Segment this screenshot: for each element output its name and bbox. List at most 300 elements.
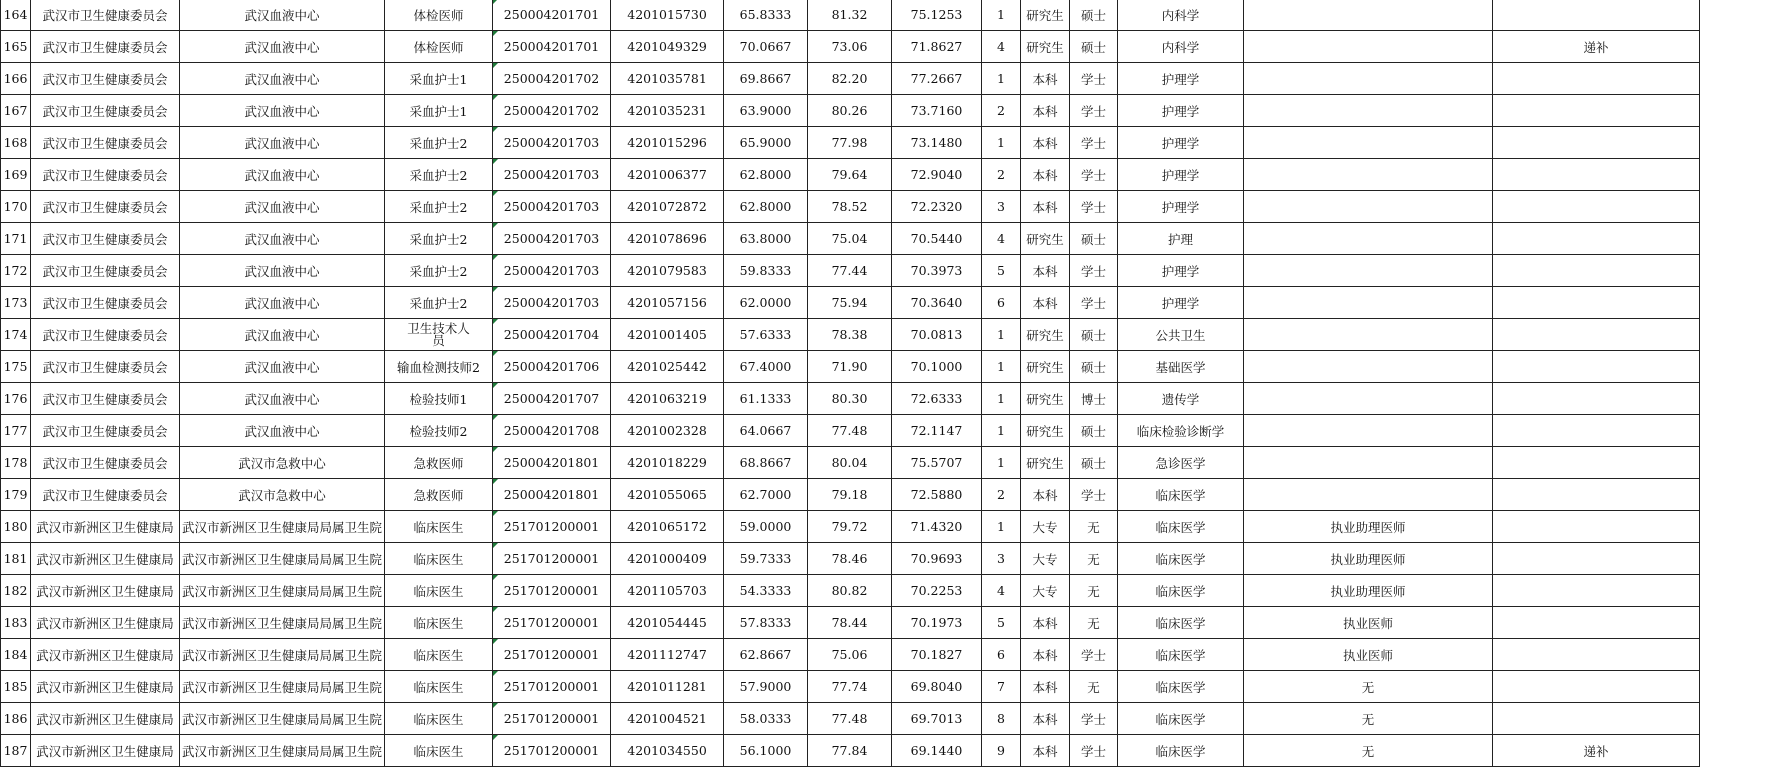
position-cell: 采血护士1 <box>385 95 493 127</box>
department-cell: 武汉市卫生健康委员会 <box>31 319 180 351</box>
major-cell: 护理学 <box>1118 287 1244 319</box>
total-score-cell: 70.9693 <box>892 543 982 575</box>
exam-number-cell: 4201105703 <box>611 575 724 607</box>
exam-number-cell: 4201112747 <box>611 639 724 671</box>
total-score-cell: 70.3640 <box>892 287 982 319</box>
rank-cell: 1 <box>982 447 1021 479</box>
total-score-cell: 70.5440 <box>892 223 982 255</box>
major-cell: 护理学 <box>1118 127 1244 159</box>
education-cell: 本科 <box>1021 479 1070 511</box>
table-row <box>1 383 1700 415</box>
table-row <box>1 191 1700 223</box>
employer-unit-cell: 武汉血液中心 <box>180 191 385 223</box>
major-cell: 急诊医学 <box>1118 447 1244 479</box>
major-cell: 护理学 <box>1118 159 1244 191</box>
position-code-cell: 250004201703 <box>493 223 611 255</box>
exam-number-cell: 4201018229 <box>611 447 724 479</box>
rank-cell: 2 <box>982 95 1021 127</box>
total-score-cell: 75.1253 <box>892 0 982 31</box>
department-cell: 武汉市新洲区卫生健康局 <box>31 511 180 543</box>
rank-cell: 9 <box>982 735 1021 767</box>
degree-cell: 学士 <box>1070 735 1118 767</box>
exam-number-cell: 4201015730 <box>611 0 724 31</box>
degree-cell: 硕士 <box>1070 0 1118 31</box>
table-row <box>1 703 1700 735</box>
row-number-cell: 177 <box>1 415 31 447</box>
interview-score-cell: 71.90 <box>808 351 892 383</box>
employer-unit-cell: 武汉市新洲区卫生健康局局属卫生院 <box>180 511 385 543</box>
written-score-cell: 64.0667 <box>724 415 808 447</box>
rank-cell: 5 <box>982 255 1021 287</box>
department-cell: 武汉市卫生健康委员会 <box>31 383 180 415</box>
exam-number-cell: 4201078696 <box>611 223 724 255</box>
table-row <box>1 479 1700 511</box>
rank-cell: 6 <box>982 287 1021 319</box>
degree-cell: 无 <box>1070 671 1118 703</box>
interview-score-cell: 75.06 <box>808 639 892 671</box>
employer-unit-cell: 武汉血液中心 <box>180 383 385 415</box>
interview-score-cell: 80.04 <box>808 447 892 479</box>
rank-cell: 1 <box>982 511 1021 543</box>
degree-cell: 无 <box>1070 543 1118 575</box>
table-row <box>1 223 1700 255</box>
employer-unit-cell: 武汉血液中心 <box>180 319 385 351</box>
position-cell: 体检医师 <box>385 0 493 31</box>
position-cell: 临床医生 <box>385 543 493 575</box>
row-number-cell: 168 <box>1 127 31 159</box>
major-cell: 护理 <box>1118 223 1244 255</box>
total-score-cell: 72.1147 <box>892 415 982 447</box>
education-cell: 研究生 <box>1021 31 1070 63</box>
remark-cell <box>1493 607 1700 639</box>
interview-score-cell: 78.38 <box>808 319 892 351</box>
interview-score-cell: 78.46 <box>808 543 892 575</box>
total-score-cell: 70.3973 <box>892 255 982 287</box>
degree-cell: 学士 <box>1070 127 1118 159</box>
education-cell: 大专 <box>1021 575 1070 607</box>
position-cell: 采血护士2 <box>385 287 493 319</box>
position-cell: 体检医师 <box>385 31 493 63</box>
interview-score-cell: 80.30 <box>808 383 892 415</box>
position-cell: 采血护士2 <box>385 159 493 191</box>
total-score-cell: 71.4320 <box>892 511 982 543</box>
exam-number-cell: 4201006377 <box>611 159 724 191</box>
total-score-cell: 69.8040 <box>892 671 982 703</box>
remark-cell <box>1493 639 1700 671</box>
certificate-cell: 无 <box>1244 735 1493 767</box>
department-cell: 武汉市新洲区卫生健康局 <box>31 671 180 703</box>
exam-number-cell: 4201002328 <box>611 415 724 447</box>
table-row <box>1 511 1700 543</box>
table-row <box>1 287 1700 319</box>
interview-score-cell: 78.52 <box>808 191 892 223</box>
row-number-cell: 178 <box>1 447 31 479</box>
position-cell: 检验技师2 <box>385 415 493 447</box>
written-score-cell: 62.8667 <box>724 639 808 671</box>
remark-cell: 递补 <box>1493 735 1700 767</box>
table-row <box>1 447 1700 479</box>
degree-cell: 学士 <box>1070 95 1118 127</box>
position-code-cell: 251701200001 <box>493 735 611 767</box>
row-number-cell: 175 <box>1 351 31 383</box>
written-score-cell: 69.8667 <box>724 63 808 95</box>
degree-cell: 学士 <box>1070 287 1118 319</box>
degree-cell: 硕士 <box>1070 31 1118 63</box>
rank-cell: 4 <box>982 575 1021 607</box>
table-row <box>1 351 1700 383</box>
certificate-cell: 执业助理医师 <box>1244 575 1493 607</box>
degree-cell: 学士 <box>1070 191 1118 223</box>
total-score-cell: 70.1827 <box>892 639 982 671</box>
remark-cell <box>1493 319 1700 351</box>
row-number-cell: 183 <box>1 607 31 639</box>
written-score-cell: 62.8000 <box>724 191 808 223</box>
total-score-cell: 72.9040 <box>892 159 982 191</box>
remark-cell <box>1493 383 1700 415</box>
position-code-cell: 251701200001 <box>493 703 611 735</box>
remark-cell <box>1493 415 1700 447</box>
department-cell: 武汉市卫生健康委员会 <box>31 479 180 511</box>
written-score-cell: 57.6333 <box>724 319 808 351</box>
written-score-cell: 65.8333 <box>724 0 808 31</box>
written-score-cell: 62.0000 <box>724 287 808 319</box>
degree-cell: 硕士 <box>1070 319 1118 351</box>
education-cell: 本科 <box>1021 63 1070 95</box>
rank-cell: 1 <box>982 0 1021 31</box>
department-cell: 武汉市卫生健康委员会 <box>31 127 180 159</box>
department-cell: 武汉市卫生健康委员会 <box>31 31 180 63</box>
total-score-cell: 70.0813 <box>892 319 982 351</box>
row-number-cell: 164 <box>1 0 31 31</box>
education-cell: 本科 <box>1021 191 1070 223</box>
position-code-cell: 250004201701 <box>493 31 611 63</box>
major-cell: 临床检验诊断学 <box>1118 415 1244 447</box>
degree-cell: 硕士 <box>1070 415 1118 447</box>
position-cell: 检验技师1 <box>385 383 493 415</box>
remark-cell <box>1493 95 1700 127</box>
position-cell: 输血检测技师2 <box>385 351 493 383</box>
exam-number-cell: 4201057156 <box>611 287 724 319</box>
row-number-cell: 187 <box>1 735 31 767</box>
department-cell: 武汉市卫生健康委员会 <box>31 415 180 447</box>
table-row <box>1 63 1700 95</box>
position-cell: 采血护士2 <box>385 191 493 223</box>
education-cell: 研究生 <box>1021 223 1070 255</box>
rank-cell: 1 <box>982 383 1021 415</box>
exam-number-cell: 4201011281 <box>611 671 724 703</box>
employer-unit-cell: 武汉血液中心 <box>180 95 385 127</box>
degree-cell: 学士 <box>1070 639 1118 671</box>
total-score-cell: 70.2253 <box>892 575 982 607</box>
position-code-cell: 250004201703 <box>493 191 611 223</box>
table-row <box>1 159 1700 191</box>
certificate-cell <box>1244 255 1493 287</box>
certificate-cell <box>1244 31 1493 63</box>
employer-unit-cell: 武汉市新洲区卫生健康局局属卫生院 <box>180 735 385 767</box>
department-cell: 武汉市卫生健康委员会 <box>31 95 180 127</box>
degree-cell: 学士 <box>1070 255 1118 287</box>
major-cell: 内科学 <box>1118 31 1244 63</box>
department-cell: 武汉市新洲区卫生健康局 <box>31 607 180 639</box>
row-number-cell: 180 <box>1 511 31 543</box>
education-cell: 研究生 <box>1021 383 1070 415</box>
position-cell: 采血护士2 <box>385 223 493 255</box>
position-cell: 采血护士2 <box>385 127 493 159</box>
position-code-cell: 250004201708 <box>493 415 611 447</box>
remark-cell <box>1493 671 1700 703</box>
education-cell: 研究生 <box>1021 415 1070 447</box>
rank-cell: 5 <box>982 607 1021 639</box>
department-cell: 武汉市卫生健康委员会 <box>31 191 180 223</box>
remark-cell: 递补 <box>1493 31 1700 63</box>
major-cell: 临床医学 <box>1118 639 1244 671</box>
interview-score-cell: 77.44 <box>808 255 892 287</box>
written-score-cell: 56.1000 <box>724 735 808 767</box>
department-cell: 武汉市卫生健康委员会 <box>31 255 180 287</box>
education-cell: 研究生 <box>1021 319 1070 351</box>
rank-cell: 1 <box>982 127 1021 159</box>
table-row <box>1 639 1700 671</box>
department-cell: 武汉市卫生健康委员会 <box>31 0 180 31</box>
position-code-cell: 250004201704 <box>493 319 611 351</box>
row-number-cell: 170 <box>1 191 31 223</box>
written-score-cell: 59.0000 <box>724 511 808 543</box>
employer-unit-cell: 武汉市新洲区卫生健康局局属卫生院 <box>180 703 385 735</box>
remark-cell <box>1493 479 1700 511</box>
certificate-cell <box>1244 0 1493 31</box>
table-row <box>1 31 1700 63</box>
certificate-cell <box>1244 479 1493 511</box>
interview-score-cell: 77.48 <box>808 703 892 735</box>
employer-unit-cell: 武汉血液中心 <box>180 0 385 31</box>
degree-cell: 博士 <box>1070 383 1118 415</box>
major-cell: 临床医学 <box>1118 511 1244 543</box>
rank-cell: 1 <box>982 351 1021 383</box>
written-score-cell: 67.4000 <box>724 351 808 383</box>
total-score-cell: 71.8627 <box>892 31 982 63</box>
degree-cell: 无 <box>1070 575 1118 607</box>
position-cell: 采血护士2 <box>385 255 493 287</box>
row-number-cell: 166 <box>1 63 31 95</box>
employer-unit-cell: 武汉市新洲区卫生健康局局属卫生院 <box>180 607 385 639</box>
interview-score-cell: 82.20 <box>808 63 892 95</box>
row-number-cell: 167 <box>1 95 31 127</box>
exam-number-cell: 4201000409 <box>611 543 724 575</box>
written-score-cell: 58.0333 <box>724 703 808 735</box>
certificate-cell <box>1244 223 1493 255</box>
rank-cell: 6 <box>982 639 1021 671</box>
exam-number-cell: 4201034550 <box>611 735 724 767</box>
exam-number-cell: 4201063219 <box>611 383 724 415</box>
remark-cell <box>1493 447 1700 479</box>
total-score-cell: 72.5880 <box>892 479 982 511</box>
exam-number-cell: 4201072872 <box>611 191 724 223</box>
interview-score-cell: 80.82 <box>808 575 892 607</box>
degree-cell: 学士 <box>1070 63 1118 95</box>
exam-number-cell: 4201001405 <box>611 319 724 351</box>
department-cell: 武汉市新洲区卫生健康局 <box>31 575 180 607</box>
exam-number-cell: 4201054445 <box>611 607 724 639</box>
employer-unit-cell: 武汉血液中心 <box>180 127 385 159</box>
education-cell: 研究生 <box>1021 447 1070 479</box>
degree-cell: 无 <box>1070 607 1118 639</box>
table-row <box>1 95 1700 127</box>
department-cell: 武汉市新洲区卫生健康局 <box>31 703 180 735</box>
position-code-cell: 251701200001 <box>493 639 611 671</box>
position-cell: 临床医生 <box>385 607 493 639</box>
exam-number-cell: 4201079583 <box>611 255 724 287</box>
remark-cell <box>1493 191 1700 223</box>
rank-cell: 2 <box>982 479 1021 511</box>
interview-score-cell: 73.06 <box>808 31 892 63</box>
table-row <box>1 255 1700 287</box>
major-cell: 公共卫生 <box>1118 319 1244 351</box>
position-code-cell: 251701200001 <box>493 543 611 575</box>
certificate-cell <box>1244 351 1493 383</box>
exam-number-cell: 4201004521 <box>611 703 724 735</box>
education-cell: 研究生 <box>1021 0 1070 31</box>
row-number-cell: 174 <box>1 319 31 351</box>
interview-score-cell: 77.98 <box>808 127 892 159</box>
position-cell: 卫生技术人员 <box>385 319 493 351</box>
major-cell: 临床医学 <box>1118 703 1244 735</box>
total-score-cell: 77.2667 <box>892 63 982 95</box>
written-score-cell: 57.9000 <box>724 671 808 703</box>
position-code-cell: 251701200001 <box>493 671 611 703</box>
position-cell: 临床医生 <box>385 671 493 703</box>
department-cell: 武汉市新洲区卫生健康局 <box>31 735 180 767</box>
major-cell: 临床医学 <box>1118 607 1244 639</box>
degree-cell: 硕士 <box>1070 351 1118 383</box>
written-score-cell: 59.8333 <box>724 255 808 287</box>
table-row <box>1 671 1700 703</box>
total-score-cell: 73.7160 <box>892 95 982 127</box>
position-code-cell: 250004201702 <box>493 95 611 127</box>
rank-cell: 3 <box>982 191 1021 223</box>
department-cell: 武汉市卫生健康委员会 <box>31 63 180 95</box>
certificate-cell <box>1244 63 1493 95</box>
exam-number-cell: 4201035231 <box>611 95 724 127</box>
written-score-cell: 63.8000 <box>724 223 808 255</box>
written-score-cell: 57.8333 <box>724 607 808 639</box>
table-body <box>1 0 1700 767</box>
remark-cell <box>1493 575 1700 607</box>
position-code-cell: 250004201701 <box>493 0 611 31</box>
interview-score-cell: 75.04 <box>808 223 892 255</box>
rank-cell: 3 <box>982 543 1021 575</box>
education-cell: 本科 <box>1021 639 1070 671</box>
major-cell: 护理学 <box>1118 95 1244 127</box>
position-cell: 临床医生 <box>385 703 493 735</box>
interview-score-cell: 78.44 <box>808 607 892 639</box>
remark-cell <box>1493 0 1700 31</box>
rank-cell: 1 <box>982 319 1021 351</box>
position-cell: 急救医师 <box>385 479 493 511</box>
employer-unit-cell: 武汉血液中心 <box>180 287 385 319</box>
education-cell: 研究生 <box>1021 351 1070 383</box>
employer-unit-cell: 武汉市新洲区卫生健康局局属卫生院 <box>180 671 385 703</box>
position-code-cell: 250004201703 <box>493 127 611 159</box>
position-code-cell: 250004201801 <box>493 479 611 511</box>
department-cell: 武汉市卫生健康委员会 <box>31 287 180 319</box>
table-row <box>1 415 1700 447</box>
certificate-cell <box>1244 383 1493 415</box>
rank-cell: 8 <box>982 703 1021 735</box>
table-row <box>1 0 1700 31</box>
interview-score-cell: 77.48 <box>808 415 892 447</box>
total-score-cell: 69.1440 <box>892 735 982 767</box>
education-cell: 本科 <box>1021 703 1070 735</box>
remark-cell <box>1493 255 1700 287</box>
table-row <box>1 127 1700 159</box>
certificate-cell <box>1244 159 1493 191</box>
written-score-cell: 54.3333 <box>724 575 808 607</box>
interview-score-cell: 77.74 <box>808 671 892 703</box>
exam-number-cell: 4201035781 <box>611 63 724 95</box>
department-cell: 武汉市卫生健康委员会 <box>31 351 180 383</box>
department-cell: 武汉市新洲区卫生健康局 <box>31 543 180 575</box>
total-score-cell: 75.5707 <box>892 447 982 479</box>
position-cell: 采血护士1 <box>385 63 493 95</box>
row-number-cell: 173 <box>1 287 31 319</box>
major-cell: 临床医学 <box>1118 735 1244 767</box>
major-cell: 临床医学 <box>1118 543 1244 575</box>
row-number-cell: 169 <box>1 159 31 191</box>
rank-cell: 7 <box>982 671 1021 703</box>
exam-number-cell: 4201055065 <box>611 479 724 511</box>
interview-score-cell: 80.26 <box>808 95 892 127</box>
interview-score-cell: 77.84 <box>808 735 892 767</box>
position-code-cell: 250004201702 <box>493 63 611 95</box>
major-cell: 内科学 <box>1118 0 1244 31</box>
certificate-cell: 执业医师 <box>1244 639 1493 671</box>
remark-cell <box>1493 63 1700 95</box>
interview-score-cell: 75.94 <box>808 287 892 319</box>
major-cell: 护理学 <box>1118 191 1244 223</box>
position-code-cell: 251701200001 <box>493 575 611 607</box>
department-cell: 武汉市卫生健康委员会 <box>31 447 180 479</box>
education-cell: 本科 <box>1021 735 1070 767</box>
employer-unit-cell: 武汉血液中心 <box>180 159 385 191</box>
exam-number-cell: 4201049329 <box>611 31 724 63</box>
row-number-cell: 184 <box>1 639 31 671</box>
department-cell: 武汉市卫生健康委员会 <box>31 223 180 255</box>
education-cell: 本科 <box>1021 127 1070 159</box>
table-row <box>1 319 1700 351</box>
position-code-cell: 250004201703 <box>493 287 611 319</box>
education-cell: 本科 <box>1021 255 1070 287</box>
total-score-cell: 69.7013 <box>892 703 982 735</box>
interview-score-cell: 81.32 <box>808 0 892 31</box>
degree-cell: 学士 <box>1070 703 1118 735</box>
exam-number-cell: 4201025442 <box>611 351 724 383</box>
table-row <box>1 735 1700 767</box>
major-cell: 基础医学 <box>1118 351 1244 383</box>
total-score-cell: 72.6333 <box>892 383 982 415</box>
department-cell: 武汉市新洲区卫生健康局 <box>31 639 180 671</box>
total-score-cell: 73.1480 <box>892 127 982 159</box>
certificate-cell: 执业助理医师 <box>1244 511 1493 543</box>
table-row <box>1 575 1700 607</box>
employer-unit-cell: 武汉血液中心 <box>180 351 385 383</box>
certificate-cell <box>1244 319 1493 351</box>
major-cell: 临床医学 <box>1118 575 1244 607</box>
employer-unit-cell: 武汉市新洲区卫生健康局局属卫生院 <box>180 543 385 575</box>
employer-unit-cell: 武汉市新洲区卫生健康局局属卫生院 <box>180 575 385 607</box>
employer-unit-cell: 武汉血液中心 <box>180 415 385 447</box>
major-cell: 临床医学 <box>1118 671 1244 703</box>
certificate-cell: 无 <box>1244 671 1493 703</box>
